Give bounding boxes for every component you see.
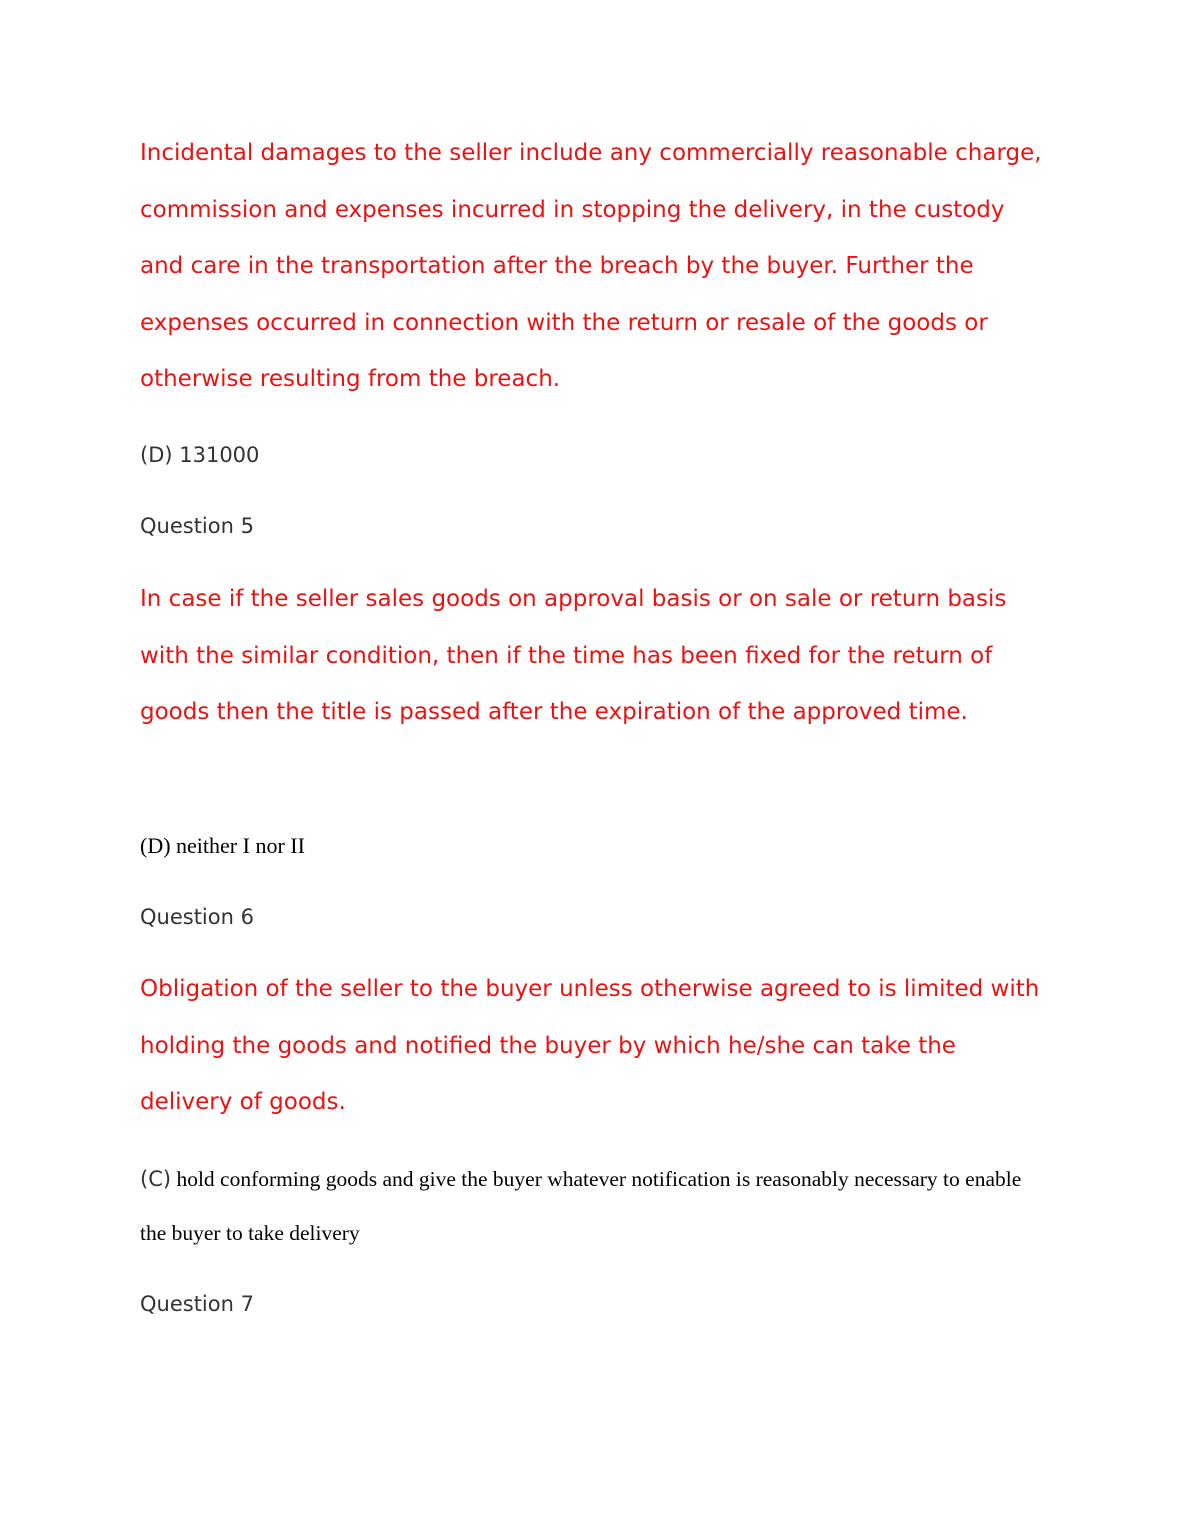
answer-c-prefix: (C) xyxy=(140,1167,172,1191)
answer-d-131000: (D) 131000 xyxy=(140,443,260,467)
question-6-heading: Question 6 xyxy=(140,905,254,929)
answer-c-text: hold conforming goods and give the buyer whatever notification is reasonably necessary to enable the buyer to take delivery xyxy=(140,1167,1022,1245)
question-7-heading: Question 7 xyxy=(140,1292,254,1316)
explanation-incidental-damages: Incidental damages to the seller include any commercially reasonable charge, commission and expenses incurred in stopping the delivery, in the custody and care in the transportation after the breach by the buyer. Further the expenses occurred in connection with the return or resale of the goods or otherwise resulting from the breach. xyxy=(140,140,1042,392)
answer-d-neither: (D) neither I nor II xyxy=(140,833,305,858)
explanation-obligation-seller: Obligation of the seller to the buyer unless otherwise agreed to is limited with holding the goods and notified the buyer by which he/she can take the delivery of goods. xyxy=(140,976,1040,1115)
answer-c-hold-goods xyxy=(140,1152,1050,1260)
question-5-heading: Question 5 xyxy=(140,514,254,538)
explanation-approval-basis: In case if the seller sales goods on approval basis or on sale or return basis with the similar condition, then if the time has been fixed for the return of goods then the title is passed after the expiration of the approved time. xyxy=(140,586,1007,725)
